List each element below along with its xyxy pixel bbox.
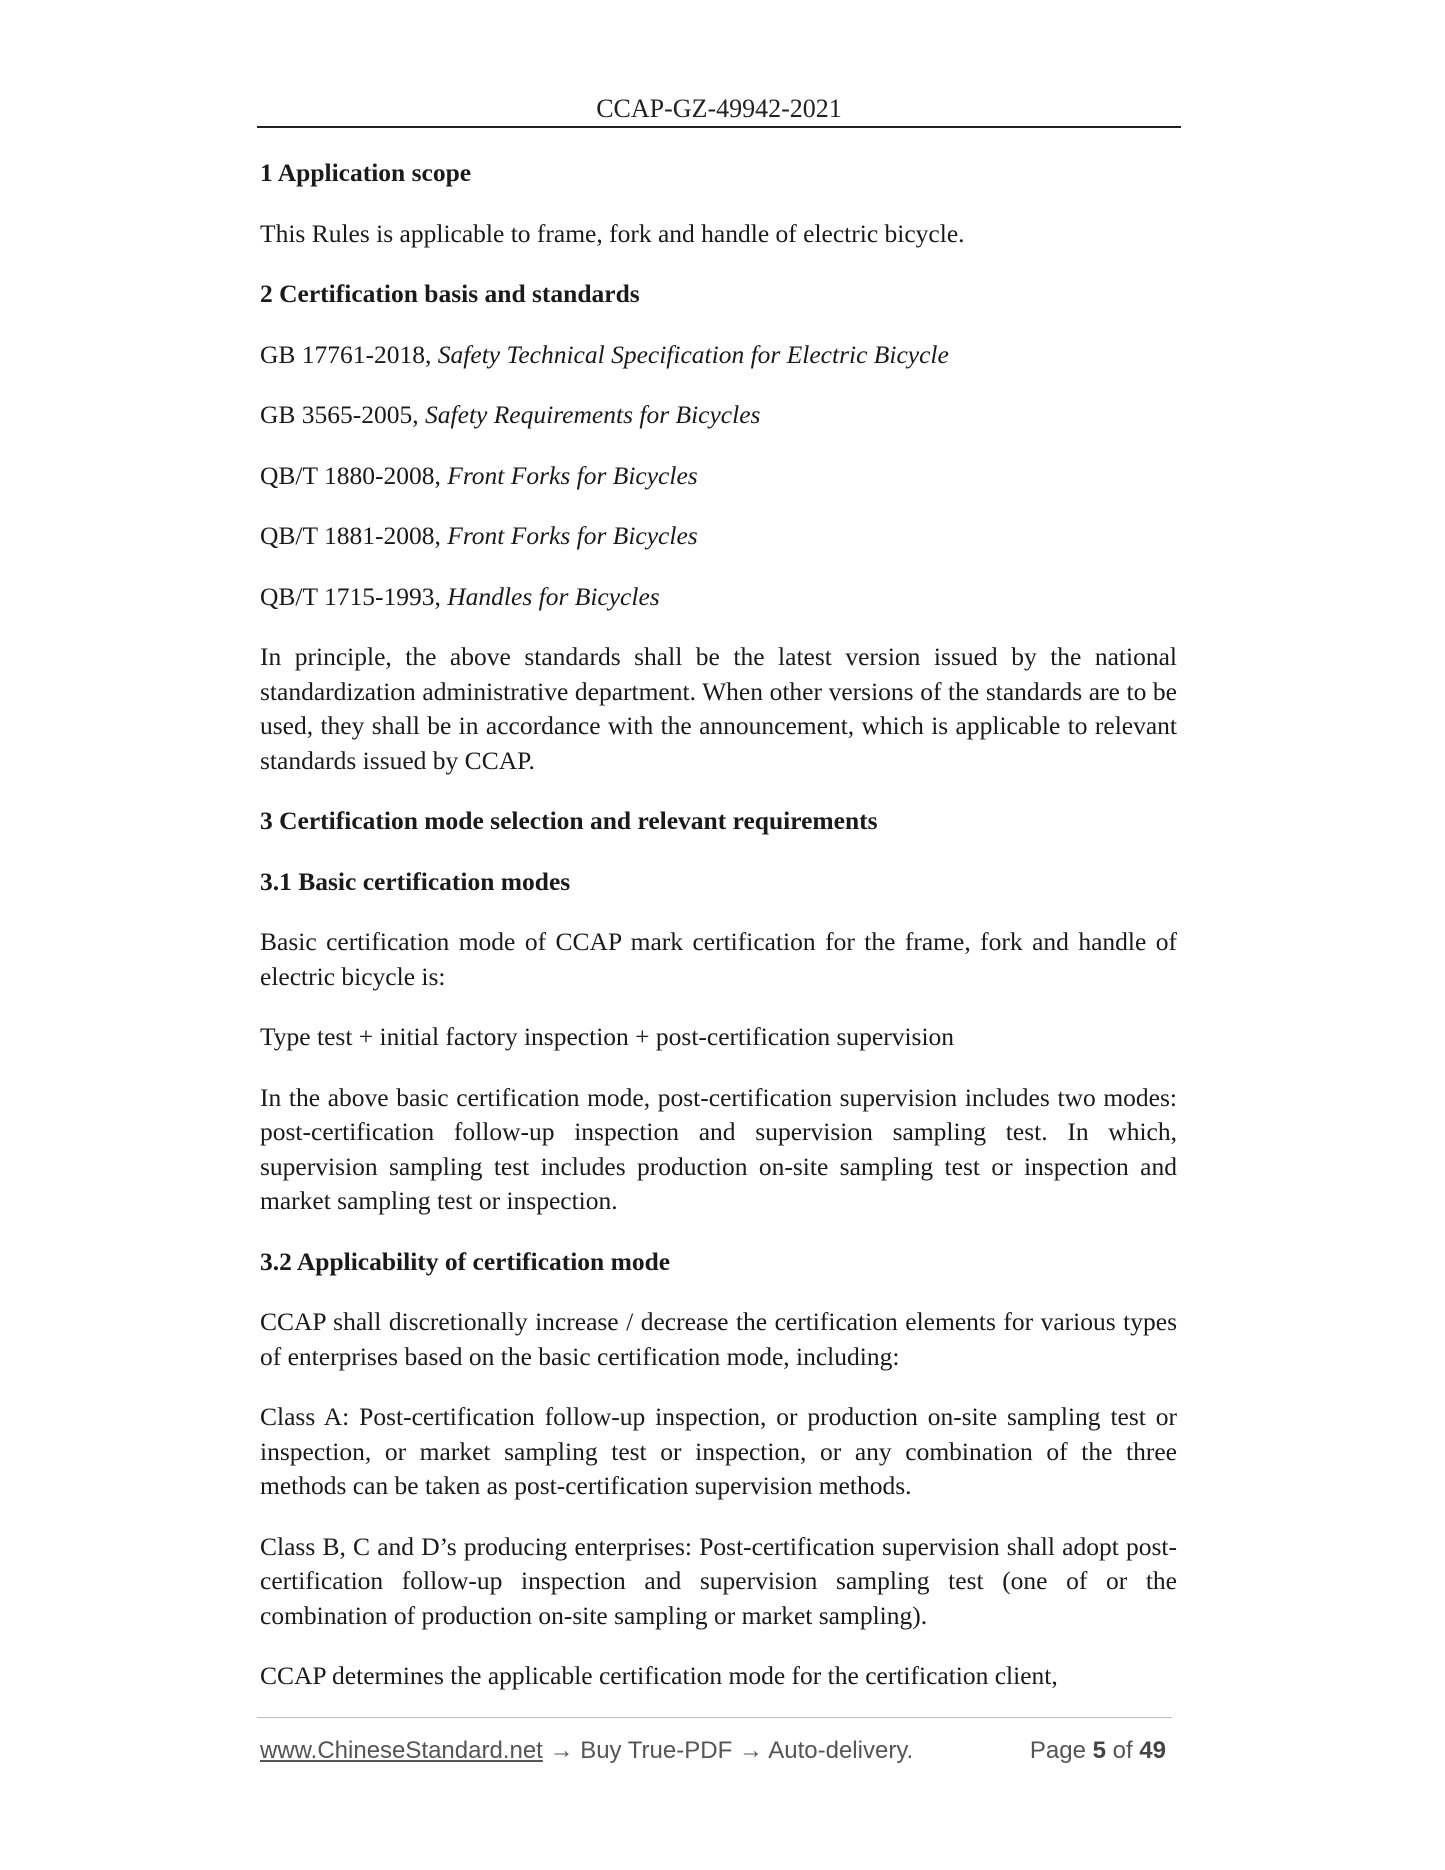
buy-true-pdf-text: Buy True-PDF: [580, 1737, 733, 1764]
section-3-1-paragraph-1: Basic certification mode of CCAP mark certification for the frame, fork and handle of electric bicycle is:: [260, 927, 1177, 991]
section-3-2-heading: 3.2 Applicability of certification mode: [260, 1246, 671, 1276]
standard-reference: [260, 580, 1177, 615]
standard-reference: [260, 519, 1177, 554]
standard-reference: [260, 338, 1177, 373]
standard-code: GB 3565-2005,: [260, 400, 426, 429]
website-link[interactable]: www.ChineseStandard.net: [260, 1737, 543, 1764]
standard-title: Safety Technical Specification for Electric Bicycle: [437, 339, 949, 369]
header-divider: [257, 126, 1181, 128]
page-label: Page: [1029, 1737, 1093, 1764]
arrow-right-icon: →: [732, 1737, 769, 1764]
footer-divider: [257, 1717, 1172, 1718]
standard-code: QB/T 1881-2008,: [260, 521, 448, 550]
section-2-heading: 2 Certification basis and standards: [260, 279, 640, 308]
standard-reference: [260, 398, 1177, 433]
standard-title: Front Forks for Bicycles: [447, 460, 698, 490]
footer-promo: [260, 1734, 913, 1768]
of-label: of: [1105, 1737, 1140, 1764]
section-3-1-heading: 3.1 Basic certification modes: [260, 866, 571, 896]
section-3-heading: 3 Certification mode selection and relevant requirements: [260, 806, 878, 835]
section-1-heading: 1 Application scope: [260, 158, 472, 187]
document-id-header: CCAP-GZ-49942-2021: [596, 94, 842, 123]
page-content: [260, 156, 1177, 1720]
standard-reference: [260, 459, 1177, 494]
page-footer: [260, 1734, 1172, 1768]
standard-title: Front Forks for Bicycles: [447, 521, 698, 550]
standard-code: QB/T 1880-2008,: [260, 460, 448, 490]
section-3-2-paragraph-1: CCAP shall discretionally increase / decrease the certification elements for various types of enterprises based on the basic certification mode, including:: [260, 1307, 1177, 1371]
section-3-2-paragraph-3: Class B, C and D’s producing enterprises: Post-certification supervision shall adopt post-certification follow-up inspection and supervision sampling test (one of or the combination of production on-site sampling or market sampling).: [260, 1531, 1177, 1630]
auto-delivery-text: Auto-delivery.: [768, 1737, 914, 1764]
section-1-text: This Rules is applicable to frame, fork and handle of electric bicycle.: [260, 218, 965, 248]
standards-principle-paragraph: In principle, the above standards shall be the latest version issued by the national standardization administrative department. When other versions of the standards are to be used, they shall be in accordance with the announcement, which is applicable to relevant standards issued by CCAP.: [260, 642, 1177, 775]
section-3-2-paragraph-2: Class A: Post-certification follow-up inspection, or production on-site sampling test or inspection, or market sampling test or inspection, or any combination of the three methods can be taken as post-certification supervision methods.: [260, 1402, 1177, 1500]
section-3-1-paragraph-3: In the above basic certification mode, post-certification supervision includes two modes: post-certification follow-up inspection and supervision sampling test. In which, supervision sampling test includes production on-site sampling test or inspection and market sampling test or inspection.: [260, 1082, 1177, 1215]
section-3-2-paragraph-4: CCAP determines the applicable certification mode for the certification client,: [260, 1661, 1058, 1690]
standard-title: Safety Requirements for Bicycles: [425, 400, 761, 429]
arrow-right-icon: →: [542, 1737, 581, 1764]
standard-title: Handles for Bicycles: [447, 581, 660, 611]
standard-code: QB/T 1715-1993,: [260, 581, 448, 611]
section-3-1-paragraph-2: Type test + initial factory inspection + post-certification supervision: [260, 1022, 955, 1051]
page-number: [1030, 1734, 1166, 1768]
total-page-number: 49: [1139, 1737, 1166, 1764]
current-page-number: 5: [1092, 1737, 1106, 1764]
standard-code: GB 17761-2018,: [260, 339, 438, 369]
